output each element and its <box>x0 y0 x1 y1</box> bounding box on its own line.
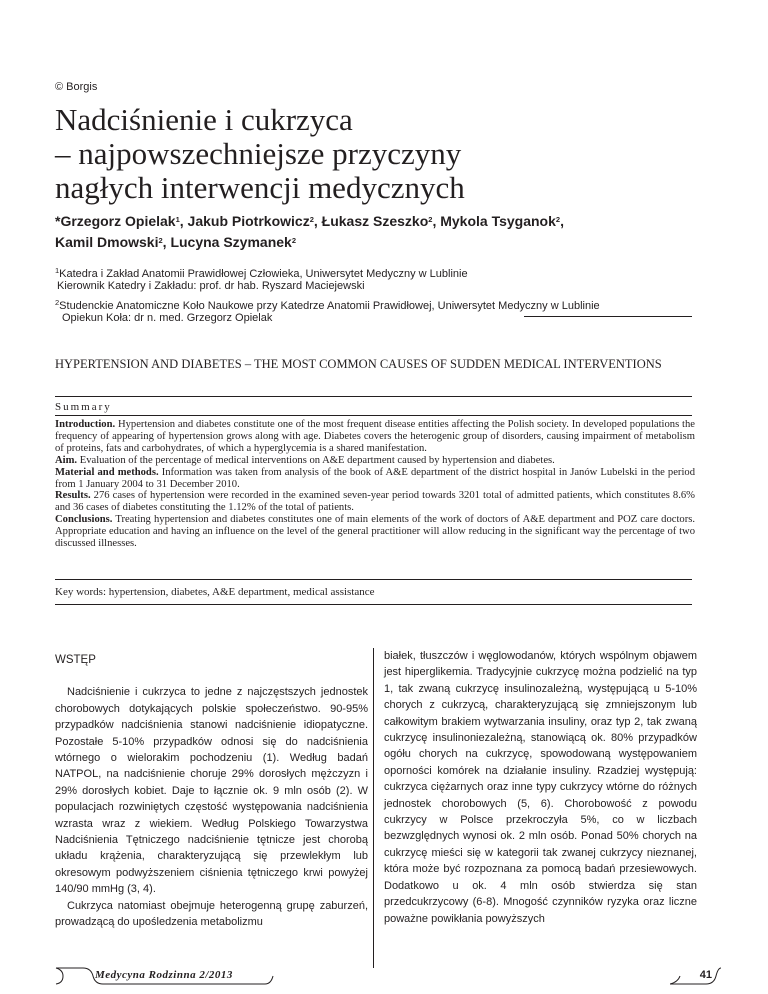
summary-paragraph: Conclusions. Treating hypertension and diabetes constitutes one of main elements of the work of doctors of A&E department and POZ care doctors. Appropriate education and having an influence on the level of the general practitioner will allow reducing in the significant way the percentage of two discussed illnesses. <box>55 514 695 550</box>
publisher-label: © Borgis <box>55 81 98 93</box>
summary-paragraph: Material and methods. Information was taken from analysis of the book of A&E department of the district hospital in Janów Lubelski in the period from 1 January 2004 to 31 December 2010. <box>55 466 695 490</box>
footer-journal-tab <box>55 967 275 985</box>
footer-page-tab <box>670 967 722 985</box>
divider <box>55 415 692 416</box>
title-line: Nadciśnienie i cukrzyca <box>55 102 353 137</box>
divider <box>55 396 692 397</box>
author-list <box>55 210 735 252</box>
page-number: 41 <box>699 969 712 981</box>
author: Kamil Dmowski$^2$, <box>55 234 171 250</box>
column-divider <box>373 648 374 968</box>
footer-page-outline <box>670 967 722 985</box>
divider <box>55 579 692 580</box>
section-heading: WSTĘP <box>55 654 96 666</box>
affiliation-line: $^1$Katedra i Zakład Anatomii Prawidłowej Człowieka, Uniwersytet Medyczny w Lublinie <box>55 266 468 280</box>
affiliation-rule <box>524 316 692 317</box>
right-column <box>384 648 697 927</box>
summary-label: Summary <box>55 401 112 413</box>
title-line: nagłych interwencji medycznych <box>55 170 465 205</box>
journal-name: Medycyna Rodzinna 2/2013 <box>95 969 233 981</box>
author: Jakub Piotrkowicz$^2$, <box>187 213 322 229</box>
left-column <box>55 652 368 931</box>
english-title: HYPERTENSION AND DIABETES – THE MOST COMMON CAUSES OF SUDDEN MEDICAL INTERVENTIONS <box>55 357 662 371</box>
affiliation-line: Kierownik Katedry i Zakładu: prof. dr hab. Ryszard Maciejewski <box>57 280 365 292</box>
affiliation-line: Opiekun Koła: dr n. med. Grzegorz Opielak <box>62 312 273 324</box>
author: *Grzegorz Opielak$^1$, <box>55 213 188 229</box>
keywords: Key words: hypertension, diabetes, A&E department, medical assistance <box>55 586 375 598</box>
author: Mykola Tsyganok$^2$, <box>440 213 564 229</box>
summary-body <box>55 419 695 550</box>
author: Lucyna Szymanek$^2$ <box>170 234 296 250</box>
summary-paragraph: Results. 276 cases of hypertension were recorded in the examined seven-year period towards 3201 total of admitted patients, which constitutes 8.6% and 36 cases of diabetes constituting the 1.12% of the total of patients. <box>55 490 695 514</box>
body-paragraph: Nadciśnienie i cukrzyca to jedne z najczęstszych jednostek chorobowych dotykających polskie społeczeństwo. 90-95% przypadków nadciśnienia stanowi nadciśnienie idiopatyczne. Pozostałe 5-10% przypadków odnosi się do nadciśnienia wtórnego o wielorakim pochodzeniu (1). Według badań NATPOL, na nadciśnienie choruje 29% dorosłych mężczyzn i 29% dorosłych kobiet. Daje to łącznie ok. 9 mln osób (2). W populacjach rozwiniętych częstość występowania nadciśnienia wzrasta wraz z wiekiem. Według Polskiego Towarzystwa Nadciśnienia Tętniczego nadciśnienie tętnicze jest chorobą układu krążenia, charakteryzującą się przewlekłym lub okresowym podwyższeniem ciśnienia tętniczego krwi powyżej 140/90 mmHg (3, 4). <box>55 686 368 896</box>
summary-paragraph: Aim. Evaluation of the percentage of medical interventions on A&E department caused by hypertension and diabetes. <box>55 454 555 466</box>
divider <box>55 604 692 605</box>
article-title <box>55 103 715 205</box>
body-paragraph: białek, tłuszczów i węglowodanów, których wspólnym objawem jest hiperglikemia. Tradycyjnie cukrzycę można podzielić na typ 1, tak zwaną cukrzycę insulinozależną, występującą u 5-10% chorych z cukrzycą, charakteryzującą się zmniejszonym lub całkowitym brakiem wytwarzania insuliny, oraz typ 2, tak zwaną cukrzycę insulinoniezależną, stanowiącą ok. 80% przypadków ogółu chorych na cukrzycę, spowodowaną występowaniem oporności komórek na działanie insuliny. Rzadziej występują: cukrzyca ciężarnych oraz inne typy cukrzycy wtórne do różnych jednostek chorobowych (5, 6). Chorobowość z powodu cukrzycy w Polsce przekroczyła 5%, co w liczbach bezwzględnych wynosi ok. 2 mln osób. Ponad 50% chorych na cukrzycę mieści się w kategorii tak zwanej cukrzycy nieznanej, która może być rozpoznana za pomocą badań przesiewowych. Dodatkowo u ok. 4 mln osób stwierdza się stan przedcukrzycowy (6-8). Mnogość czynników ryzyka oraz liczne poważne powikłania powyższych <box>384 650 697 925</box>
author: Łukasz Szeszko$^2$, <box>321 213 441 229</box>
affiliation-line: $^2$Studenckie Anatomiczne Koło Naukowe przy Katedrze Anatomii Prawidłowej, Uniwersytet Medyczny w Lublinie <box>55 298 600 312</box>
summary-paragraph: Introduction. Hypertension and diabetes constitute one of the most frequent disease entities affecting the Polish society. In developed populations the frequency of appearing of hypertension grows along with age. Diabetes covers the heterogenic group of disorders, causing impairment of metabolism of proteins, fats and carbohydrates, of which a hyperglycemia is a shared manifestation. <box>55 419 695 454</box>
body-paragraph: Cukrzyca natomiast obejmuje heterogenną grupę zaburzeń, prowadzącą do upośledzenia metabolizmu <box>55 899 368 929</box>
title-line: – najpowszechniejsze przyczyny <box>55 136 462 171</box>
